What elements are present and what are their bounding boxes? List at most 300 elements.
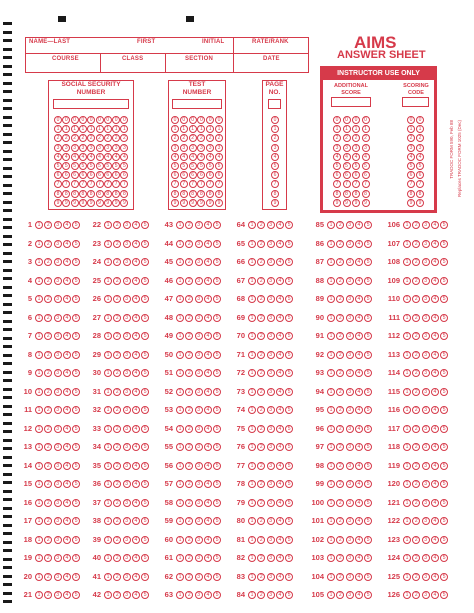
scoring-code-bubble[interactable]: 0 <box>416 116 424 124</box>
answer-bubble[interactable]: 2 <box>113 314 121 322</box>
answer-bubble[interactable]: 2 <box>336 388 344 396</box>
answer-bubble[interactable]: 5 <box>364 295 372 303</box>
answer-bubble[interactable]: 5 <box>213 591 221 599</box>
answer-bubble[interactable]: 4 <box>431 462 439 470</box>
answer-bubble[interactable]: 3 <box>195 591 203 599</box>
answer-bubble[interactable]: 2 <box>257 425 265 433</box>
answer-bubble[interactable]: 4 <box>431 406 439 414</box>
answer-bubble[interactable]: 2 <box>412 258 420 266</box>
answer-bubble[interactable]: 5 <box>72 536 80 544</box>
answer-bubble[interactable]: 5 <box>141 573 149 581</box>
additional-score-bubble[interactable]: 7 <box>362 180 370 188</box>
test-bubble[interactable]: 1 <box>197 125 205 133</box>
answer-bubble[interactable]: 4 <box>431 536 439 544</box>
answer-bubble[interactable]: 2 <box>113 499 121 507</box>
answer-bubble[interactable]: 4 <box>63 573 71 581</box>
answer-bubble[interactable]: 3 <box>422 277 430 285</box>
answer-bubble[interactable]: 4 <box>276 221 284 229</box>
additional-score-bubble[interactable]: 2 <box>343 134 351 142</box>
answer-bubble[interactable]: 3 <box>123 480 131 488</box>
answer-bubble[interactable]: 1 <box>35 517 43 525</box>
test-bubble[interactable]: 4 <box>171 153 179 161</box>
page-bubble[interactable]: 4 <box>271 153 279 161</box>
answer-bubble[interactable]: 2 <box>257 332 265 340</box>
answer-bubble[interactable]: 5 <box>213 554 221 562</box>
answer-bubble[interactable]: 4 <box>276 573 284 581</box>
answer-bubble[interactable]: 1 <box>248 462 256 470</box>
answer-bubble[interactable]: 2 <box>257 351 265 359</box>
ssn-bubble[interactable]: 8 <box>54 190 62 198</box>
answer-bubble[interactable]: 3 <box>422 221 430 229</box>
ssn-bubble[interactable]: 9 <box>62 199 70 207</box>
answer-bubble[interactable]: 4 <box>355 554 363 562</box>
answer-bubble[interactable]: 3 <box>54 462 62 470</box>
answer-bubble[interactable]: 4 <box>276 480 284 488</box>
ssn-bubble[interactable]: 4 <box>54 153 62 161</box>
answer-bubble[interactable]: 5 <box>72 406 80 414</box>
answer-bubble[interactable]: 5 <box>72 443 80 451</box>
answer-bubble[interactable]: 1 <box>176 462 184 470</box>
ssn-bubble[interactable]: 4 <box>112 153 120 161</box>
answer-bubble[interactable]: 4 <box>63 258 71 266</box>
test-bubble[interactable]: 8 <box>215 190 223 198</box>
answer-bubble[interactable]: 2 <box>44 517 52 525</box>
answer-bubble[interactable]: 4 <box>355 240 363 248</box>
page-write-box[interactable] <box>268 99 281 109</box>
ssn-bubble[interactable]: 3 <box>71 144 79 152</box>
answer-bubble[interactable]: 2 <box>185 406 193 414</box>
answer-bubble[interactable]: 1 <box>104 295 112 303</box>
answer-bubble[interactable]: 3 <box>123 573 131 581</box>
ssn-bubble[interactable]: 2 <box>54 134 62 142</box>
ssn-bubble[interactable]: 3 <box>62 144 70 152</box>
answer-bubble[interactable]: 2 <box>336 314 344 322</box>
additional-score-bubble[interactable]: 5 <box>333 162 341 170</box>
answer-bubble[interactable]: 5 <box>440 425 448 433</box>
test-bubble[interactable]: 7 <box>206 180 214 188</box>
answer-bubble[interactable]: 5 <box>285 258 293 266</box>
answer-bubble[interactable]: 2 <box>113 406 121 414</box>
answer-bubble[interactable]: 1 <box>327 277 335 285</box>
page-bubble[interactable]: 2 <box>271 134 279 142</box>
ssn-bubble[interactable]: 8 <box>96 190 104 198</box>
test-bubble[interactable]: 9 <box>189 199 197 207</box>
answer-bubble[interactable]: 4 <box>132 295 140 303</box>
answer-bubble[interactable]: 3 <box>346 573 354 581</box>
test-bubble[interactable]: 8 <box>180 190 188 198</box>
answer-bubble[interactable]: 5 <box>364 369 372 377</box>
answer-bubble[interactable]: 5 <box>72 499 80 507</box>
answer-bubble[interactable]: 1 <box>176 443 184 451</box>
answer-bubble[interactable]: 1 <box>35 591 43 599</box>
answer-bubble[interactable]: 3 <box>123 388 131 396</box>
additional-score-bubble[interactable]: 8 <box>362 190 370 198</box>
answer-bubble[interactable]: 4 <box>276 425 284 433</box>
answer-bubble[interactable]: 3 <box>346 351 354 359</box>
answer-bubble[interactable]: 1 <box>176 277 184 285</box>
answer-bubble[interactable]: 3 <box>267 314 275 322</box>
answer-bubble[interactable]: 1 <box>176 591 184 599</box>
answer-bubble[interactable]: 2 <box>44 554 52 562</box>
answer-bubble[interactable]: 1 <box>176 240 184 248</box>
test-bubble[interactable]: 0 <box>171 116 179 124</box>
answer-bubble[interactable]: 1 <box>35 480 43 488</box>
answer-bubble[interactable]: 5 <box>285 388 293 396</box>
test-bubble[interactable]: 6 <box>180 171 188 179</box>
answer-bubble[interactable]: 2 <box>185 388 193 396</box>
answer-bubble[interactable]: 1 <box>35 369 43 377</box>
answer-bubble[interactable]: 3 <box>195 388 203 396</box>
page-bubble[interactable]: 3 <box>271 144 279 152</box>
answer-bubble[interactable]: 2 <box>44 573 52 581</box>
answer-bubble[interactable]: 4 <box>204 240 212 248</box>
answer-bubble[interactable]: 3 <box>422 351 430 359</box>
answer-bubble[interactable]: 3 <box>267 517 275 525</box>
answer-bubble[interactable]: 5 <box>213 295 221 303</box>
answer-bubble[interactable]: 5 <box>141 240 149 248</box>
answer-bubble[interactable]: 1 <box>248 221 256 229</box>
answer-bubble[interactable]: 3 <box>422 554 430 562</box>
additional-score-bubble[interactable]: 6 <box>333 171 341 179</box>
ssn-bubble[interactable]: 3 <box>54 144 62 152</box>
additional-score-bubble[interactable]: 8 <box>352 190 360 198</box>
answer-bubble[interactable]: 3 <box>123 591 131 599</box>
test-bubble[interactable]: 4 <box>206 153 214 161</box>
answer-bubble[interactable]: 4 <box>204 295 212 303</box>
answer-bubble[interactable]: 1 <box>104 591 112 599</box>
test-bubble[interactable]: 7 <box>189 180 197 188</box>
answer-bubble[interactable]: 3 <box>346 221 354 229</box>
ssn-bubble[interactable]: 5 <box>79 162 87 170</box>
answer-bubble[interactable]: 3 <box>54 499 62 507</box>
answer-bubble[interactable]: 1 <box>403 351 411 359</box>
answer-bubble[interactable]: 4 <box>132 351 140 359</box>
answer-bubble[interactable]: 4 <box>63 314 71 322</box>
answer-bubble[interactable]: 3 <box>195 425 203 433</box>
answer-bubble[interactable]: 3 <box>267 443 275 451</box>
answer-bubble[interactable]: 2 <box>185 332 193 340</box>
answer-bubble[interactable]: 4 <box>63 462 71 470</box>
answer-bubble[interactable]: 1 <box>327 480 335 488</box>
answer-bubble[interactable]: 5 <box>364 332 372 340</box>
answer-bubble[interactable]: 1 <box>327 406 335 414</box>
test-bubble[interactable]: 4 <box>197 153 205 161</box>
answer-bubble[interactable]: 5 <box>440 517 448 525</box>
ssn-bubble[interactable]: 1 <box>112 125 120 133</box>
answer-bubble[interactable]: 1 <box>176 314 184 322</box>
additional-score-bubble[interactable]: 3 <box>362 144 370 152</box>
answer-bubble[interactable]: 1 <box>104 443 112 451</box>
answer-bubble[interactable]: 1 <box>35 499 43 507</box>
answer-bubble[interactable]: 3 <box>195 369 203 377</box>
answer-bubble[interactable]: 1 <box>104 554 112 562</box>
answer-bubble[interactable]: 2 <box>257 536 265 544</box>
additional-score-bubble[interactable]: 8 <box>343 190 351 198</box>
answer-bubble[interactable]: 1 <box>104 332 112 340</box>
answer-bubble[interactable]: 2 <box>412 277 420 285</box>
additional-score-write-box[interactable] <box>331 97 371 107</box>
test-bubble[interactable]: 1 <box>189 125 197 133</box>
answer-bubble[interactable]: 1 <box>327 240 335 248</box>
answer-bubble[interactable]: 5 <box>364 499 372 507</box>
answer-bubble[interactable]: 1 <box>248 314 256 322</box>
scoring-code-bubble[interactable]: 9 <box>407 199 415 207</box>
answer-bubble[interactable]: 5 <box>440 591 448 599</box>
answer-bubble[interactable]: 4 <box>132 221 140 229</box>
answer-bubble[interactable]: 5 <box>285 499 293 507</box>
answer-bubble[interactable]: 2 <box>257 554 265 562</box>
test-bubble[interactable]: 6 <box>206 171 214 179</box>
answer-bubble[interactable]: 3 <box>123 277 131 285</box>
answer-bubble[interactable]: 4 <box>63 369 71 377</box>
test-bubble[interactable]: 3 <box>197 144 205 152</box>
answer-bubble[interactable]: 2 <box>44 480 52 488</box>
answer-bubble[interactable]: 3 <box>267 295 275 303</box>
test-bubble[interactable]: 6 <box>171 171 179 179</box>
answer-bubble[interactable]: 2 <box>336 295 344 303</box>
answer-bubble[interactable]: 1 <box>248 332 256 340</box>
ssn-bubble[interactable]: 4 <box>62 153 70 161</box>
answer-bubble[interactable]: 4 <box>204 591 212 599</box>
answer-bubble[interactable]: 5 <box>72 332 80 340</box>
answer-bubble[interactable]: 1 <box>403 221 411 229</box>
answer-bubble[interactable]: 1 <box>176 480 184 488</box>
answer-bubble[interactable]: 5 <box>285 554 293 562</box>
answer-bubble[interactable]: 5 <box>72 369 80 377</box>
ssn-bubble[interactable]: 1 <box>62 125 70 133</box>
answer-bubble[interactable]: 4 <box>431 369 439 377</box>
answer-bubble[interactable]: 5 <box>72 425 80 433</box>
answer-bubble[interactable]: 2 <box>113 462 121 470</box>
additional-score-bubble[interactable]: 3 <box>343 144 351 152</box>
additional-score-bubble[interactable]: 4 <box>362 153 370 161</box>
answer-bubble[interactable]: 4 <box>63 406 71 414</box>
answer-bubble[interactable]: 1 <box>176 554 184 562</box>
answer-bubble[interactable]: 4 <box>63 480 71 488</box>
answer-bubble[interactable]: 2 <box>44 314 52 322</box>
ssn-bubble[interactable]: 7 <box>71 180 79 188</box>
answer-bubble[interactable]: 2 <box>257 480 265 488</box>
answer-bubble[interactable]: 3 <box>195 221 203 229</box>
answer-bubble[interactable]: 4 <box>355 573 363 581</box>
answer-bubble[interactable]: 5 <box>364 351 372 359</box>
answer-bubble[interactable]: 2 <box>185 536 193 544</box>
answer-bubble[interactable]: 5 <box>440 221 448 229</box>
answer-bubble[interactable]: 2 <box>44 425 52 433</box>
answer-bubble[interactable]: 2 <box>412 591 420 599</box>
ssn-bubble[interactable]: 3 <box>96 144 104 152</box>
answer-bubble[interactable]: 2 <box>336 462 344 470</box>
answer-bubble[interactable]: 1 <box>176 573 184 581</box>
answer-bubble[interactable]: 2 <box>412 406 420 414</box>
answer-bubble[interactable]: 5 <box>440 462 448 470</box>
test-bubble[interactable]: 7 <box>171 180 179 188</box>
answer-bubble[interactable]: 1 <box>248 517 256 525</box>
answer-bubble[interactable]: 4 <box>63 591 71 599</box>
scoring-code-bubble[interactable]: 4 <box>407 153 415 161</box>
answer-bubble[interactable]: 4 <box>355 314 363 322</box>
answer-bubble[interactable]: 2 <box>257 462 265 470</box>
answer-bubble[interactable]: 2 <box>185 221 193 229</box>
answer-bubble[interactable]: 4 <box>431 388 439 396</box>
answer-bubble[interactable]: 2 <box>336 221 344 229</box>
answer-bubble[interactable]: 4 <box>132 369 140 377</box>
additional-score-bubble[interactable]: 3 <box>352 144 360 152</box>
answer-bubble[interactable]: 2 <box>257 591 265 599</box>
ssn-bubble[interactable]: 4 <box>96 153 104 161</box>
answer-bubble[interactable]: 1 <box>403 443 411 451</box>
answer-bubble[interactable]: 3 <box>422 536 430 544</box>
answer-bubble[interactable]: 1 <box>327 388 335 396</box>
answer-bubble[interactable]: 4 <box>204 258 212 266</box>
test-bubble[interactable]: 6 <box>197 171 205 179</box>
answer-bubble[interactable]: 3 <box>195 480 203 488</box>
answer-bubble[interactable]: 1 <box>403 591 411 599</box>
answer-bubble[interactable]: 5 <box>72 573 80 581</box>
answer-bubble[interactable]: 3 <box>267 258 275 266</box>
ssn-bubble[interactable]: 2 <box>62 134 70 142</box>
answer-bubble[interactable]: 3 <box>422 425 430 433</box>
answer-bubble[interactable]: 1 <box>327 314 335 322</box>
answer-bubble[interactable]: 4 <box>204 406 212 414</box>
answer-bubble[interactable]: 1 <box>327 517 335 525</box>
answer-bubble[interactable]: 1 <box>104 573 112 581</box>
answer-bubble[interactable]: 4 <box>431 351 439 359</box>
answer-bubble[interactable]: 1 <box>403 314 411 322</box>
answer-bubble[interactable]: 5 <box>213 462 221 470</box>
answer-bubble[interactable]: 4 <box>132 573 140 581</box>
answer-bubble[interactable]: 3 <box>422 314 430 322</box>
page-bubble[interactable]: 5 <box>271 162 279 170</box>
answer-bubble[interactable]: 1 <box>176 388 184 396</box>
answer-bubble[interactable]: 2 <box>336 536 344 544</box>
answer-bubble[interactable]: 2 <box>336 517 344 525</box>
answer-bubble[interactable]: 1 <box>403 295 411 303</box>
answer-bubble[interactable]: 4 <box>63 295 71 303</box>
answer-bubble[interactable]: 2 <box>336 351 344 359</box>
answer-bubble[interactable]: 3 <box>346 517 354 525</box>
answer-bubble[interactable]: 1 <box>248 536 256 544</box>
answer-bubble[interactable]: 5 <box>364 406 372 414</box>
answer-bubble[interactable]: 5 <box>285 369 293 377</box>
ssn-bubble[interactable]: 2 <box>71 134 79 142</box>
answer-bubble[interactable]: 2 <box>185 443 193 451</box>
ssn-bubble[interactable]: 6 <box>96 171 104 179</box>
answer-bubble[interactable]: 4 <box>63 388 71 396</box>
answer-bubble[interactable]: 2 <box>185 573 193 581</box>
answer-bubble[interactable]: 4 <box>132 554 140 562</box>
answer-bubble[interactable]: 5 <box>72 517 80 525</box>
answer-bubble[interactable]: 1 <box>327 499 335 507</box>
answer-bubble[interactable]: 4 <box>355 295 363 303</box>
ssn-bubble[interactable]: 1 <box>87 125 95 133</box>
answer-bubble[interactable]: 2 <box>336 425 344 433</box>
ssn-bubble[interactable]: 8 <box>71 190 79 198</box>
test-bubble[interactable]: 3 <box>215 144 223 152</box>
additional-score-bubble[interactable]: 1 <box>352 125 360 133</box>
test-bubble[interactable]: 5 <box>171 162 179 170</box>
answer-bubble[interactable]: 4 <box>276 517 284 525</box>
answer-bubble[interactable]: 2 <box>44 351 52 359</box>
answer-bubble[interactable]: 2 <box>44 406 52 414</box>
test-bubble[interactable]: 0 <box>215 116 223 124</box>
answer-bubble[interactable]: 3 <box>123 295 131 303</box>
ssn-bubble[interactable]: 9 <box>87 199 95 207</box>
answer-bubble[interactable]: 3 <box>267 406 275 414</box>
ssn-bubble[interactable]: 4 <box>79 153 87 161</box>
answer-bubble[interactable]: 1 <box>403 425 411 433</box>
answer-bubble[interactable]: 4 <box>204 554 212 562</box>
answer-bubble[interactable]: 2 <box>113 332 121 340</box>
answer-bubble[interactable]: 4 <box>132 406 140 414</box>
answer-bubble[interactable]: 5 <box>72 480 80 488</box>
test-bubble[interactable]: 0 <box>206 116 214 124</box>
test-bubble[interactable]: 9 <box>206 199 214 207</box>
answer-bubble[interactable]: 3 <box>123 517 131 525</box>
answer-bubble[interactable]: 2 <box>113 258 121 266</box>
answer-bubble[interactable]: 5 <box>213 221 221 229</box>
answer-bubble[interactable]: 3 <box>54 221 62 229</box>
ssn-bubble[interactable]: 1 <box>120 125 128 133</box>
answer-bubble[interactable]: 5 <box>141 332 149 340</box>
answer-bubble[interactable]: 5 <box>141 536 149 544</box>
answer-bubble[interactable]: 3 <box>54 443 62 451</box>
answer-bubble[interactable]: 5 <box>141 591 149 599</box>
answer-bubble[interactable]: 5 <box>213 388 221 396</box>
ssn-bubble[interactable]: 6 <box>120 171 128 179</box>
answer-bubble[interactable]: 2 <box>257 314 265 322</box>
answer-bubble[interactable]: 1 <box>104 388 112 396</box>
additional-score-bubble[interactable]: 7 <box>352 180 360 188</box>
answer-bubble[interactable]: 3 <box>346 499 354 507</box>
answer-bubble[interactable]: 2 <box>113 443 121 451</box>
answer-bubble[interactable]: 4 <box>355 536 363 544</box>
answer-bubble[interactable]: 2 <box>412 351 420 359</box>
answer-bubble[interactable]: 2 <box>44 277 52 285</box>
answer-bubble[interactable]: 1 <box>248 351 256 359</box>
answer-bubble[interactable]: 4 <box>276 462 284 470</box>
ssn-bubble[interactable]: 0 <box>104 116 112 124</box>
ssn-bubble[interactable]: 9 <box>120 199 128 207</box>
answer-bubble[interactable]: 4 <box>132 258 140 266</box>
additional-score-bubble[interactable]: 2 <box>362 134 370 142</box>
answer-bubble[interactable]: 5 <box>440 554 448 562</box>
answer-bubble[interactable]: 5 <box>364 517 372 525</box>
answer-bubble[interactable]: 5 <box>285 240 293 248</box>
answer-bubble[interactable]: 1 <box>403 369 411 377</box>
ssn-bubble[interactable]: 1 <box>96 125 104 133</box>
answer-bubble[interactable]: 3 <box>346 240 354 248</box>
answer-bubble[interactable]: 2 <box>185 277 193 285</box>
answer-bubble[interactable]: 3 <box>267 277 275 285</box>
answer-bubble[interactable]: 4 <box>204 443 212 451</box>
test-bubble[interactable]: 3 <box>180 144 188 152</box>
answer-bubble[interactable]: 4 <box>132 277 140 285</box>
answer-bubble[interactable]: 4 <box>63 536 71 544</box>
ssn-bubble[interactable]: 1 <box>54 125 62 133</box>
answer-bubble[interactable]: 3 <box>422 443 430 451</box>
answer-bubble[interactable]: 4 <box>355 388 363 396</box>
answer-bubble[interactable]: 4 <box>63 425 71 433</box>
additional-score-bubble[interactable]: 0 <box>333 116 341 124</box>
answer-bubble[interactable]: 4 <box>355 277 363 285</box>
test-bubble[interactable]: 4 <box>215 153 223 161</box>
test-bubble[interactable]: 5 <box>197 162 205 170</box>
answer-bubble[interactable]: 2 <box>336 554 344 562</box>
answer-bubble[interactable]: 1 <box>176 406 184 414</box>
answer-bubble[interactable]: 1 <box>327 332 335 340</box>
answer-bubble[interactable]: 5 <box>141 480 149 488</box>
